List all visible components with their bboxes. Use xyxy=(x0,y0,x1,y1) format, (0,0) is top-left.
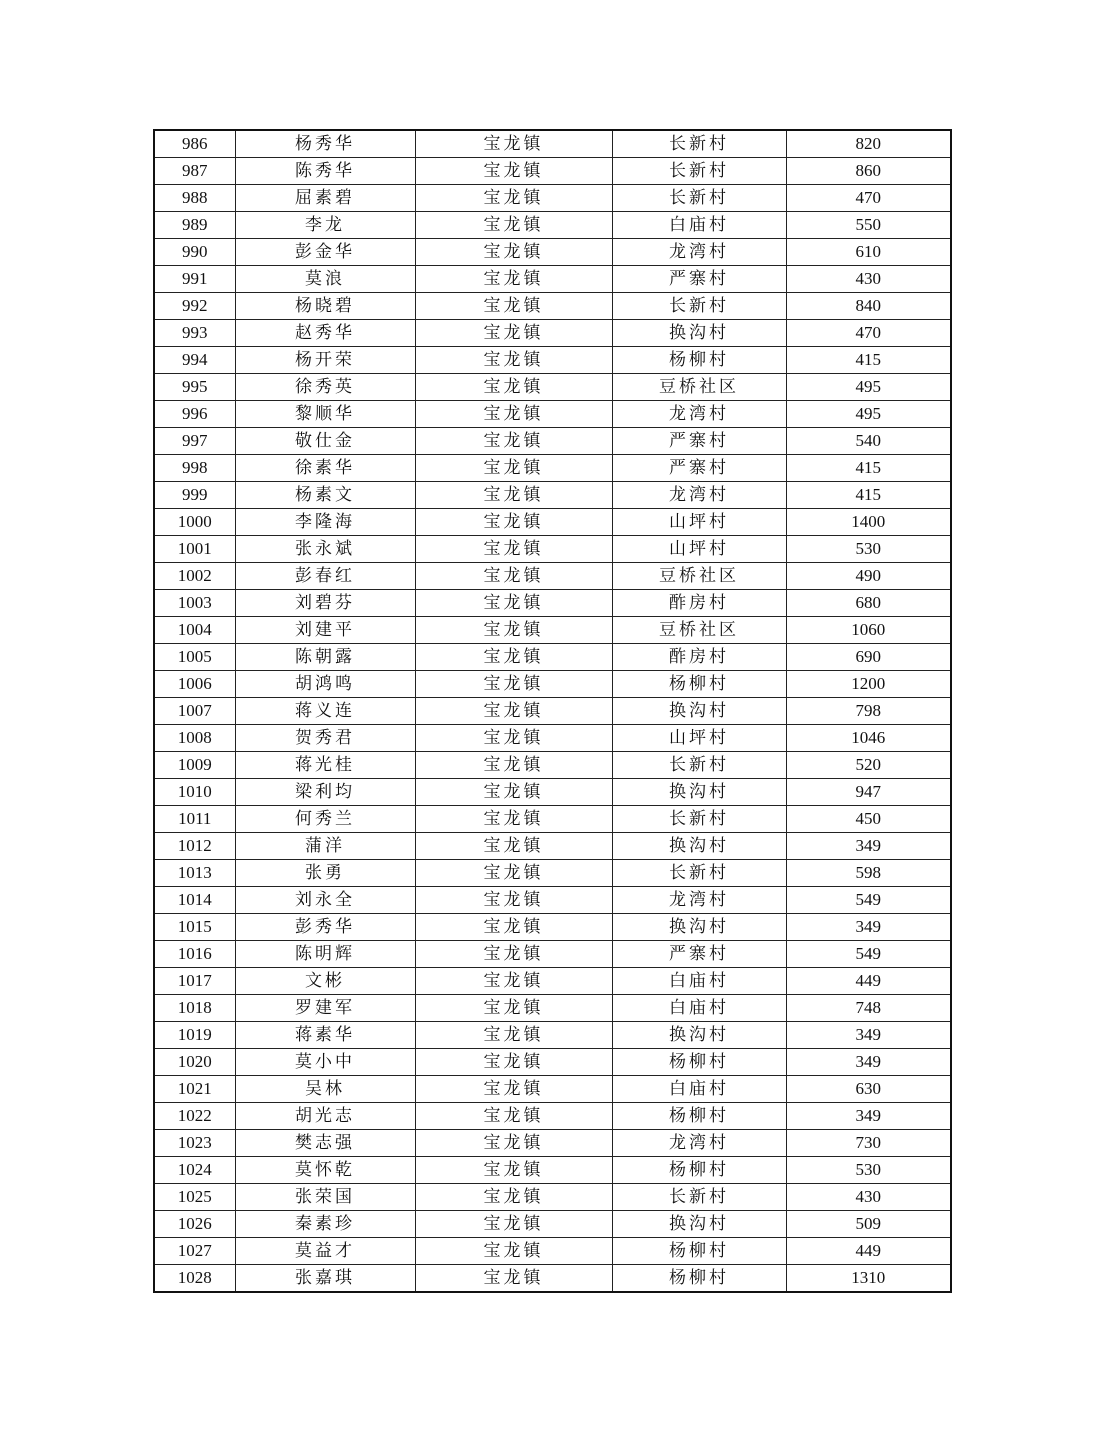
row-number-cell: 995 xyxy=(154,374,235,401)
row-number-cell: 996 xyxy=(154,401,235,428)
table-row xyxy=(154,185,951,212)
amount-value-cell: 430 xyxy=(786,1184,951,1211)
town-name-cell: 宝龙镇 xyxy=(415,860,612,887)
person-name-cell: 陈秀华 xyxy=(235,158,415,185)
village-name-cell: 换沟村 xyxy=(612,914,786,941)
town-name-cell: 宝龙镇 xyxy=(415,1076,612,1103)
table-row xyxy=(154,158,951,185)
person-name-cell: 梁利均 xyxy=(235,779,415,806)
person-name-cell: 彭金华 xyxy=(235,239,415,266)
person-name-cell: 蒲洋 xyxy=(235,833,415,860)
table-row xyxy=(154,833,951,860)
village-name-cell: 换沟村 xyxy=(612,1022,786,1049)
amount-value-cell: 415 xyxy=(786,455,951,482)
table-row xyxy=(154,509,951,536)
person-name-cell: 杨秀华 xyxy=(235,130,415,158)
town-name-cell: 宝龙镇 xyxy=(415,1103,612,1130)
town-name-cell: 宝龙镇 xyxy=(415,590,612,617)
person-name-cell: 罗建军 xyxy=(235,995,415,1022)
amount-value-cell: 495 xyxy=(786,374,951,401)
amount-value-cell: 520 xyxy=(786,752,951,779)
person-name-cell: 李龙 xyxy=(235,212,415,239)
village-name-cell: 龙湾村 xyxy=(612,887,786,914)
amount-value-cell: 630 xyxy=(786,1076,951,1103)
amount-value-cell: 349 xyxy=(786,833,951,860)
person-name-cell: 莫益才 xyxy=(235,1238,415,1265)
town-name-cell: 宝龙镇 xyxy=(415,968,612,995)
row-number-cell: 1001 xyxy=(154,536,235,563)
village-name-cell: 长新村 xyxy=(612,860,786,887)
table-row xyxy=(154,806,951,833)
row-number-cell: 1007 xyxy=(154,698,235,725)
village-name-cell: 杨柳村 xyxy=(612,1049,786,1076)
row-number-cell: 1025 xyxy=(154,1184,235,1211)
town-name-cell: 宝龙镇 xyxy=(415,428,612,455)
village-name-cell: 白庙村 xyxy=(612,1076,786,1103)
row-number-cell: 1028 xyxy=(154,1265,235,1293)
person-name-cell: 赵秀华 xyxy=(235,320,415,347)
row-number-cell: 1020 xyxy=(154,1049,235,1076)
town-name-cell: 宝龙镇 xyxy=(415,644,612,671)
row-number-cell: 1027 xyxy=(154,1238,235,1265)
village-name-cell: 换沟村 xyxy=(612,320,786,347)
row-number-cell: 1026 xyxy=(154,1211,235,1238)
row-number-cell: 991 xyxy=(154,266,235,293)
table-row xyxy=(154,671,951,698)
row-number-cell: 1000 xyxy=(154,509,235,536)
row-number-cell: 1004 xyxy=(154,617,235,644)
person-name-cell: 张永斌 xyxy=(235,536,415,563)
amount-value-cell: 450 xyxy=(786,806,951,833)
village-name-cell: 长新村 xyxy=(612,1184,786,1211)
amount-value-cell: 1310 xyxy=(786,1265,951,1293)
amount-value-cell: 349 xyxy=(786,914,951,941)
table-row xyxy=(154,1049,951,1076)
amount-value-cell: 415 xyxy=(786,347,951,374)
town-name-cell: 宝龙镇 xyxy=(415,293,612,320)
table-row xyxy=(154,428,951,455)
town-name-cell: 宝龙镇 xyxy=(415,320,612,347)
town-name-cell: 宝龙镇 xyxy=(415,1211,612,1238)
amount-value-cell: 449 xyxy=(786,1238,951,1265)
amount-value-cell: 495 xyxy=(786,401,951,428)
town-name-cell: 宝龙镇 xyxy=(415,185,612,212)
row-number-cell: 1005 xyxy=(154,644,235,671)
amount-value-cell: 1046 xyxy=(786,725,951,752)
amount-value-cell: 730 xyxy=(786,1130,951,1157)
village-name-cell: 龙湾村 xyxy=(612,401,786,428)
table-row xyxy=(154,860,951,887)
village-name-cell: 杨柳村 xyxy=(612,1265,786,1293)
amount-value-cell: 1200 xyxy=(786,671,951,698)
person-name-cell: 黎顺华 xyxy=(235,401,415,428)
row-number-cell: 997 xyxy=(154,428,235,455)
village-name-cell: 长新村 xyxy=(612,130,786,158)
town-name-cell: 宝龙镇 xyxy=(415,509,612,536)
town-name-cell: 宝龙镇 xyxy=(415,1157,612,1184)
town-name-cell: 宝龙镇 xyxy=(415,536,612,563)
table-body xyxy=(154,130,951,1292)
table-row xyxy=(154,455,951,482)
person-name-cell: 莫怀乾 xyxy=(235,1157,415,1184)
table-row xyxy=(154,374,951,401)
row-number-cell: 986 xyxy=(154,130,235,158)
village-name-cell: 山坪村 xyxy=(612,509,786,536)
amount-value-cell: 680 xyxy=(786,590,951,617)
amount-value-cell: 415 xyxy=(786,482,951,509)
row-number-cell: 1002 xyxy=(154,563,235,590)
table-row xyxy=(154,239,951,266)
table-row xyxy=(154,968,951,995)
table-row xyxy=(154,914,951,941)
village-name-cell: 山坪村 xyxy=(612,536,786,563)
table-row xyxy=(154,1022,951,1049)
table-row xyxy=(154,536,951,563)
village-name-cell: 豆桥社区 xyxy=(612,563,786,590)
table-row xyxy=(154,995,951,1022)
person-name-cell: 杨开荣 xyxy=(235,347,415,374)
person-name-cell: 杨晓碧 xyxy=(235,293,415,320)
amount-value-cell: 470 xyxy=(786,320,951,347)
village-name-cell: 杨柳村 xyxy=(612,347,786,374)
row-number-cell: 1016 xyxy=(154,941,235,968)
table-row xyxy=(154,725,951,752)
person-name-cell: 何秀兰 xyxy=(235,806,415,833)
amount-value-cell: 549 xyxy=(786,941,951,968)
person-name-cell: 蒋素华 xyxy=(235,1022,415,1049)
person-name-cell: 胡鸿鸣 xyxy=(235,671,415,698)
amount-value-cell: 449 xyxy=(786,968,951,995)
village-name-cell: 杨柳村 xyxy=(612,1238,786,1265)
person-name-cell: 刘建平 xyxy=(235,617,415,644)
amount-value-cell: 349 xyxy=(786,1049,951,1076)
village-name-cell: 白庙村 xyxy=(612,212,786,239)
table-row xyxy=(154,590,951,617)
table-row xyxy=(154,320,951,347)
amount-value-cell: 610 xyxy=(786,239,951,266)
row-number-cell: 1018 xyxy=(154,995,235,1022)
table-row xyxy=(154,887,951,914)
table-row xyxy=(154,266,951,293)
village-name-cell: 换沟村 xyxy=(612,779,786,806)
town-name-cell: 宝龙镇 xyxy=(415,1238,612,1265)
person-name-cell: 樊志强 xyxy=(235,1130,415,1157)
row-number-cell: 998 xyxy=(154,455,235,482)
village-name-cell: 龙湾村 xyxy=(612,239,786,266)
table-row xyxy=(154,347,951,374)
amount-value-cell: 748 xyxy=(786,995,951,1022)
town-name-cell: 宝龙镇 xyxy=(415,266,612,293)
town-name-cell: 宝龙镇 xyxy=(415,374,612,401)
village-name-cell: 严寨村 xyxy=(612,428,786,455)
town-name-cell: 宝龙镇 xyxy=(415,212,612,239)
table-row xyxy=(154,779,951,806)
village-name-cell: 酢房村 xyxy=(612,644,786,671)
amount-value-cell: 840 xyxy=(786,293,951,320)
table-row xyxy=(154,1076,951,1103)
table-row xyxy=(154,1130,951,1157)
village-name-cell: 长新村 xyxy=(612,752,786,779)
town-name-cell: 宝龙镇 xyxy=(415,347,612,374)
table-row xyxy=(154,1238,951,1265)
village-name-cell: 杨柳村 xyxy=(612,671,786,698)
row-number-cell: 1019 xyxy=(154,1022,235,1049)
amount-value-cell: 820 xyxy=(786,130,951,158)
town-name-cell: 宝龙镇 xyxy=(415,1049,612,1076)
row-number-cell: 1017 xyxy=(154,968,235,995)
row-number-cell: 1012 xyxy=(154,833,235,860)
town-name-cell: 宝龙镇 xyxy=(415,617,612,644)
town-name-cell: 宝龙镇 xyxy=(415,725,612,752)
town-name-cell: 宝龙镇 xyxy=(415,1130,612,1157)
amount-value-cell: 550 xyxy=(786,212,951,239)
person-name-cell: 陈明辉 xyxy=(235,941,415,968)
town-name-cell: 宝龙镇 xyxy=(415,158,612,185)
village-name-cell: 长新村 xyxy=(612,293,786,320)
town-name-cell: 宝龙镇 xyxy=(415,401,612,428)
amount-value-cell: 798 xyxy=(786,698,951,725)
village-name-cell: 换沟村 xyxy=(612,1211,786,1238)
village-name-cell: 杨柳村 xyxy=(612,1157,786,1184)
person-name-cell: 屈素碧 xyxy=(235,185,415,212)
person-name-cell: 彭秀华 xyxy=(235,914,415,941)
table-row xyxy=(154,563,951,590)
town-name-cell: 宝龙镇 xyxy=(415,1265,612,1293)
table-row xyxy=(154,617,951,644)
table-row xyxy=(154,1184,951,1211)
row-number-cell: 999 xyxy=(154,482,235,509)
amount-value-cell: 490 xyxy=(786,563,951,590)
row-number-cell: 1024 xyxy=(154,1157,235,1184)
row-number-cell: 1011 xyxy=(154,806,235,833)
person-name-cell: 张荣国 xyxy=(235,1184,415,1211)
person-name-cell: 徐素华 xyxy=(235,455,415,482)
town-name-cell: 宝龙镇 xyxy=(415,482,612,509)
person-name-cell: 敬仕金 xyxy=(235,428,415,455)
amount-value-cell: 349 xyxy=(786,1103,951,1130)
town-name-cell: 宝龙镇 xyxy=(415,563,612,590)
town-name-cell: 宝龙镇 xyxy=(415,671,612,698)
town-name-cell: 宝龙镇 xyxy=(415,995,612,1022)
amount-value-cell: 470 xyxy=(786,185,951,212)
data-table xyxy=(153,129,952,1293)
amount-value-cell: 349 xyxy=(786,1022,951,1049)
table-row xyxy=(154,644,951,671)
row-number-cell: 990 xyxy=(154,239,235,266)
person-name-cell: 刘永全 xyxy=(235,887,415,914)
row-number-cell: 1003 xyxy=(154,590,235,617)
table-row xyxy=(154,1211,951,1238)
row-number-cell: 1008 xyxy=(154,725,235,752)
row-number-cell: 1009 xyxy=(154,752,235,779)
person-name-cell: 莫小中 xyxy=(235,1049,415,1076)
table-row xyxy=(154,1103,951,1130)
amount-value-cell: 598 xyxy=(786,860,951,887)
village-name-cell: 酢房村 xyxy=(612,590,786,617)
village-name-cell: 换沟村 xyxy=(612,833,786,860)
row-number-cell: 989 xyxy=(154,212,235,239)
amount-value-cell: 690 xyxy=(786,644,951,671)
person-name-cell: 刘碧芬 xyxy=(235,590,415,617)
village-name-cell: 豆桥社区 xyxy=(612,617,786,644)
village-name-cell: 白庙村 xyxy=(612,968,786,995)
row-number-cell: 987 xyxy=(154,158,235,185)
village-name-cell: 严寨村 xyxy=(612,266,786,293)
village-name-cell: 杨柳村 xyxy=(612,1103,786,1130)
row-number-cell: 1021 xyxy=(154,1076,235,1103)
row-number-cell: 1006 xyxy=(154,671,235,698)
town-name-cell: 宝龙镇 xyxy=(415,833,612,860)
person-name-cell: 吴林 xyxy=(235,1076,415,1103)
amount-value-cell: 549 xyxy=(786,887,951,914)
amount-value-cell: 947 xyxy=(786,779,951,806)
row-number-cell: 1013 xyxy=(154,860,235,887)
row-number-cell: 992 xyxy=(154,293,235,320)
table-row xyxy=(154,1265,951,1293)
row-number-cell: 1010 xyxy=(154,779,235,806)
row-number-cell: 994 xyxy=(154,347,235,374)
row-number-cell: 1022 xyxy=(154,1103,235,1130)
person-name-cell: 李隆海 xyxy=(235,509,415,536)
person-name-cell: 陈朝露 xyxy=(235,644,415,671)
village-name-cell: 龙湾村 xyxy=(612,482,786,509)
table-row xyxy=(154,401,951,428)
town-name-cell: 宝龙镇 xyxy=(415,887,612,914)
table-row xyxy=(154,1157,951,1184)
row-number-cell: 993 xyxy=(154,320,235,347)
amount-value-cell: 530 xyxy=(786,536,951,563)
row-number-cell: 988 xyxy=(154,185,235,212)
amount-value-cell: 430 xyxy=(786,266,951,293)
table-row xyxy=(154,212,951,239)
town-name-cell: 宝龙镇 xyxy=(415,455,612,482)
row-number-cell: 1015 xyxy=(154,914,235,941)
town-name-cell: 宝龙镇 xyxy=(415,1184,612,1211)
village-name-cell: 长新村 xyxy=(612,806,786,833)
town-name-cell: 宝龙镇 xyxy=(415,941,612,968)
person-name-cell: 秦素珍 xyxy=(235,1211,415,1238)
village-name-cell: 山坪村 xyxy=(612,725,786,752)
person-name-cell: 蒋义连 xyxy=(235,698,415,725)
person-name-cell: 贺秀君 xyxy=(235,725,415,752)
table-row xyxy=(154,941,951,968)
town-name-cell: 宝龙镇 xyxy=(415,806,612,833)
table-row xyxy=(154,698,951,725)
town-name-cell: 宝龙镇 xyxy=(415,698,612,725)
person-name-cell: 张嘉琪 xyxy=(235,1265,415,1293)
person-name-cell: 张勇 xyxy=(235,860,415,887)
person-name-cell: 莫浪 xyxy=(235,266,415,293)
village-name-cell: 严寨村 xyxy=(612,941,786,968)
town-name-cell: 宝龙镇 xyxy=(415,914,612,941)
row-number-cell: 1014 xyxy=(154,887,235,914)
table-row xyxy=(154,293,951,320)
village-name-cell: 长新村 xyxy=(612,158,786,185)
person-name-cell: 蒋光桂 xyxy=(235,752,415,779)
village-name-cell: 龙湾村 xyxy=(612,1130,786,1157)
amount-value-cell: 540 xyxy=(786,428,951,455)
table-row xyxy=(154,482,951,509)
town-name-cell: 宝龙镇 xyxy=(415,130,612,158)
village-name-cell: 白庙村 xyxy=(612,995,786,1022)
person-name-cell: 彭春红 xyxy=(235,563,415,590)
table-row xyxy=(154,752,951,779)
village-name-cell: 换沟村 xyxy=(612,698,786,725)
village-name-cell: 严寨村 xyxy=(612,455,786,482)
person-name-cell: 胡光志 xyxy=(235,1103,415,1130)
amount-value-cell: 530 xyxy=(786,1157,951,1184)
person-name-cell: 徐秀英 xyxy=(235,374,415,401)
person-name-cell: 杨素文 xyxy=(235,482,415,509)
amount-value-cell: 1060 xyxy=(786,617,951,644)
row-number-cell: 1023 xyxy=(154,1130,235,1157)
amount-value-cell: 1400 xyxy=(786,509,951,536)
amount-value-cell: 509 xyxy=(786,1211,951,1238)
town-name-cell: 宝龙镇 xyxy=(415,752,612,779)
table-row xyxy=(154,130,951,158)
town-name-cell: 宝龙镇 xyxy=(415,1022,612,1049)
village-name-cell: 豆桥社区 xyxy=(612,374,786,401)
town-name-cell: 宝龙镇 xyxy=(415,239,612,266)
amount-value-cell: 860 xyxy=(786,158,951,185)
village-name-cell: 长新村 xyxy=(612,185,786,212)
person-name-cell: 文彬 xyxy=(235,968,415,995)
town-name-cell: 宝龙镇 xyxy=(415,779,612,806)
